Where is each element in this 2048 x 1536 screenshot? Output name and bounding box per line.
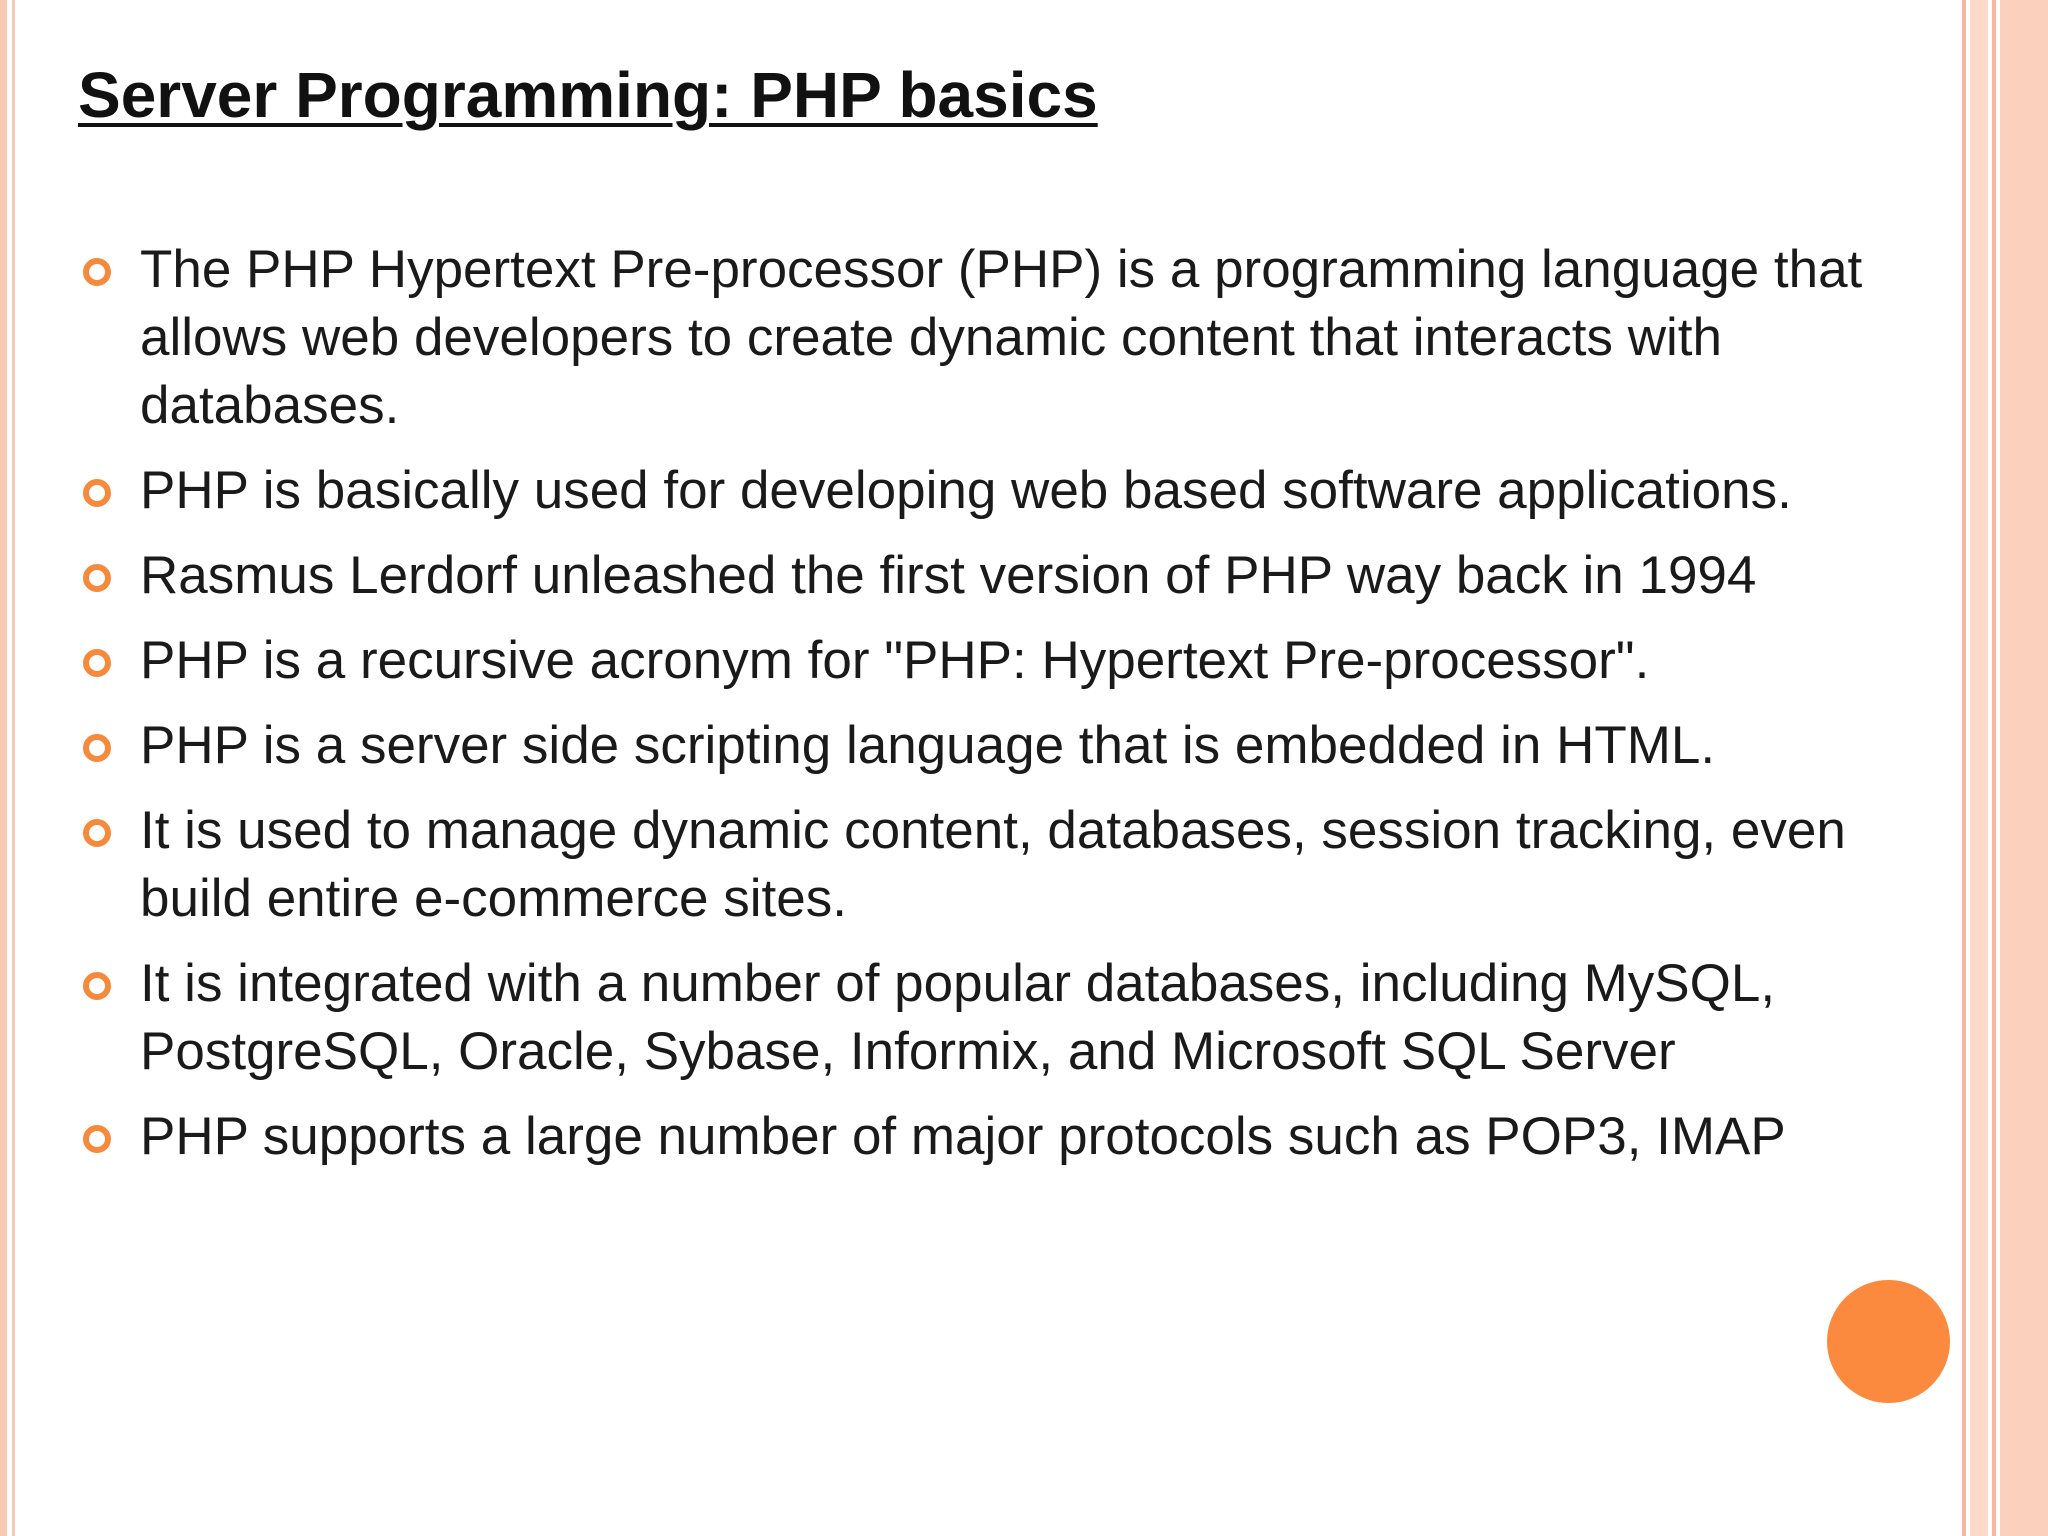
right-border-band [1970, 0, 1988, 1536]
bullet-ring-icon [83, 819, 111, 847]
bullet-item [78, 457, 1968, 525]
bullet-ring-icon [83, 734, 111, 762]
bullet-ring-icon [83, 649, 111, 677]
bullet-text: PHP is basically used for developing web based software applications. [140, 461, 1792, 520]
bullet-list [78, 236, 1968, 1188]
bullet-item [78, 950, 1968, 1086]
left-border-line [0, 0, 7, 1536]
left-border-line-inner [12, 0, 15, 1536]
bullet-ring-icon [83, 564, 111, 592]
bullet-text: The PHP Hypertext Pre-processor (PHP) is a programming language that allows web developers to create dynamic content that interacts with databases. [140, 240, 1863, 435]
bullet-item [78, 236, 1968, 440]
bullet-ring-icon [83, 479, 111, 507]
right-border-line-outer [1992, 0, 1996, 1536]
bullet-ring-icon [83, 1125, 111, 1153]
bullet-ring-icon [83, 258, 111, 286]
bullet-item [78, 712, 1968, 780]
bullet-text: PHP supports a large number of major protocols such as POP3, IMAP [140, 1107, 1786, 1166]
bullet-text: It is used to manage dynamic content, databases, session tracking, even build entire e-commerce sites. [140, 801, 1846, 928]
bullet-text: Rasmus Lerdorf unleashed the first version of PHP way back in 1994 [140, 546, 1757, 605]
bullet-item [78, 627, 1968, 695]
bullet-item [78, 797, 1968, 933]
slide-title: Server Programming: PHP basics [78, 59, 1098, 131]
bullet-text: It is integrated with a number of popular databases, including MySQL, PostgreSQL, Oracle, Sybase, Informix, and Microsoft SQL Server [140, 954, 1776, 1081]
bullet-item [78, 1103, 1968, 1171]
bullet-item [78, 542, 1968, 610]
right-border-band-outer [2000, 0, 2048, 1536]
bullet-text: PHP is a recursive acronym for "PHP: Hypertext Pre-processor". [140, 631, 1650, 690]
decorative-orange-circle [1827, 1280, 1950, 1403]
bullet-ring-icon [83, 972, 111, 1000]
bullet-text: PHP is a server side scripting language that is embedded in HTML. [140, 716, 1716, 775]
